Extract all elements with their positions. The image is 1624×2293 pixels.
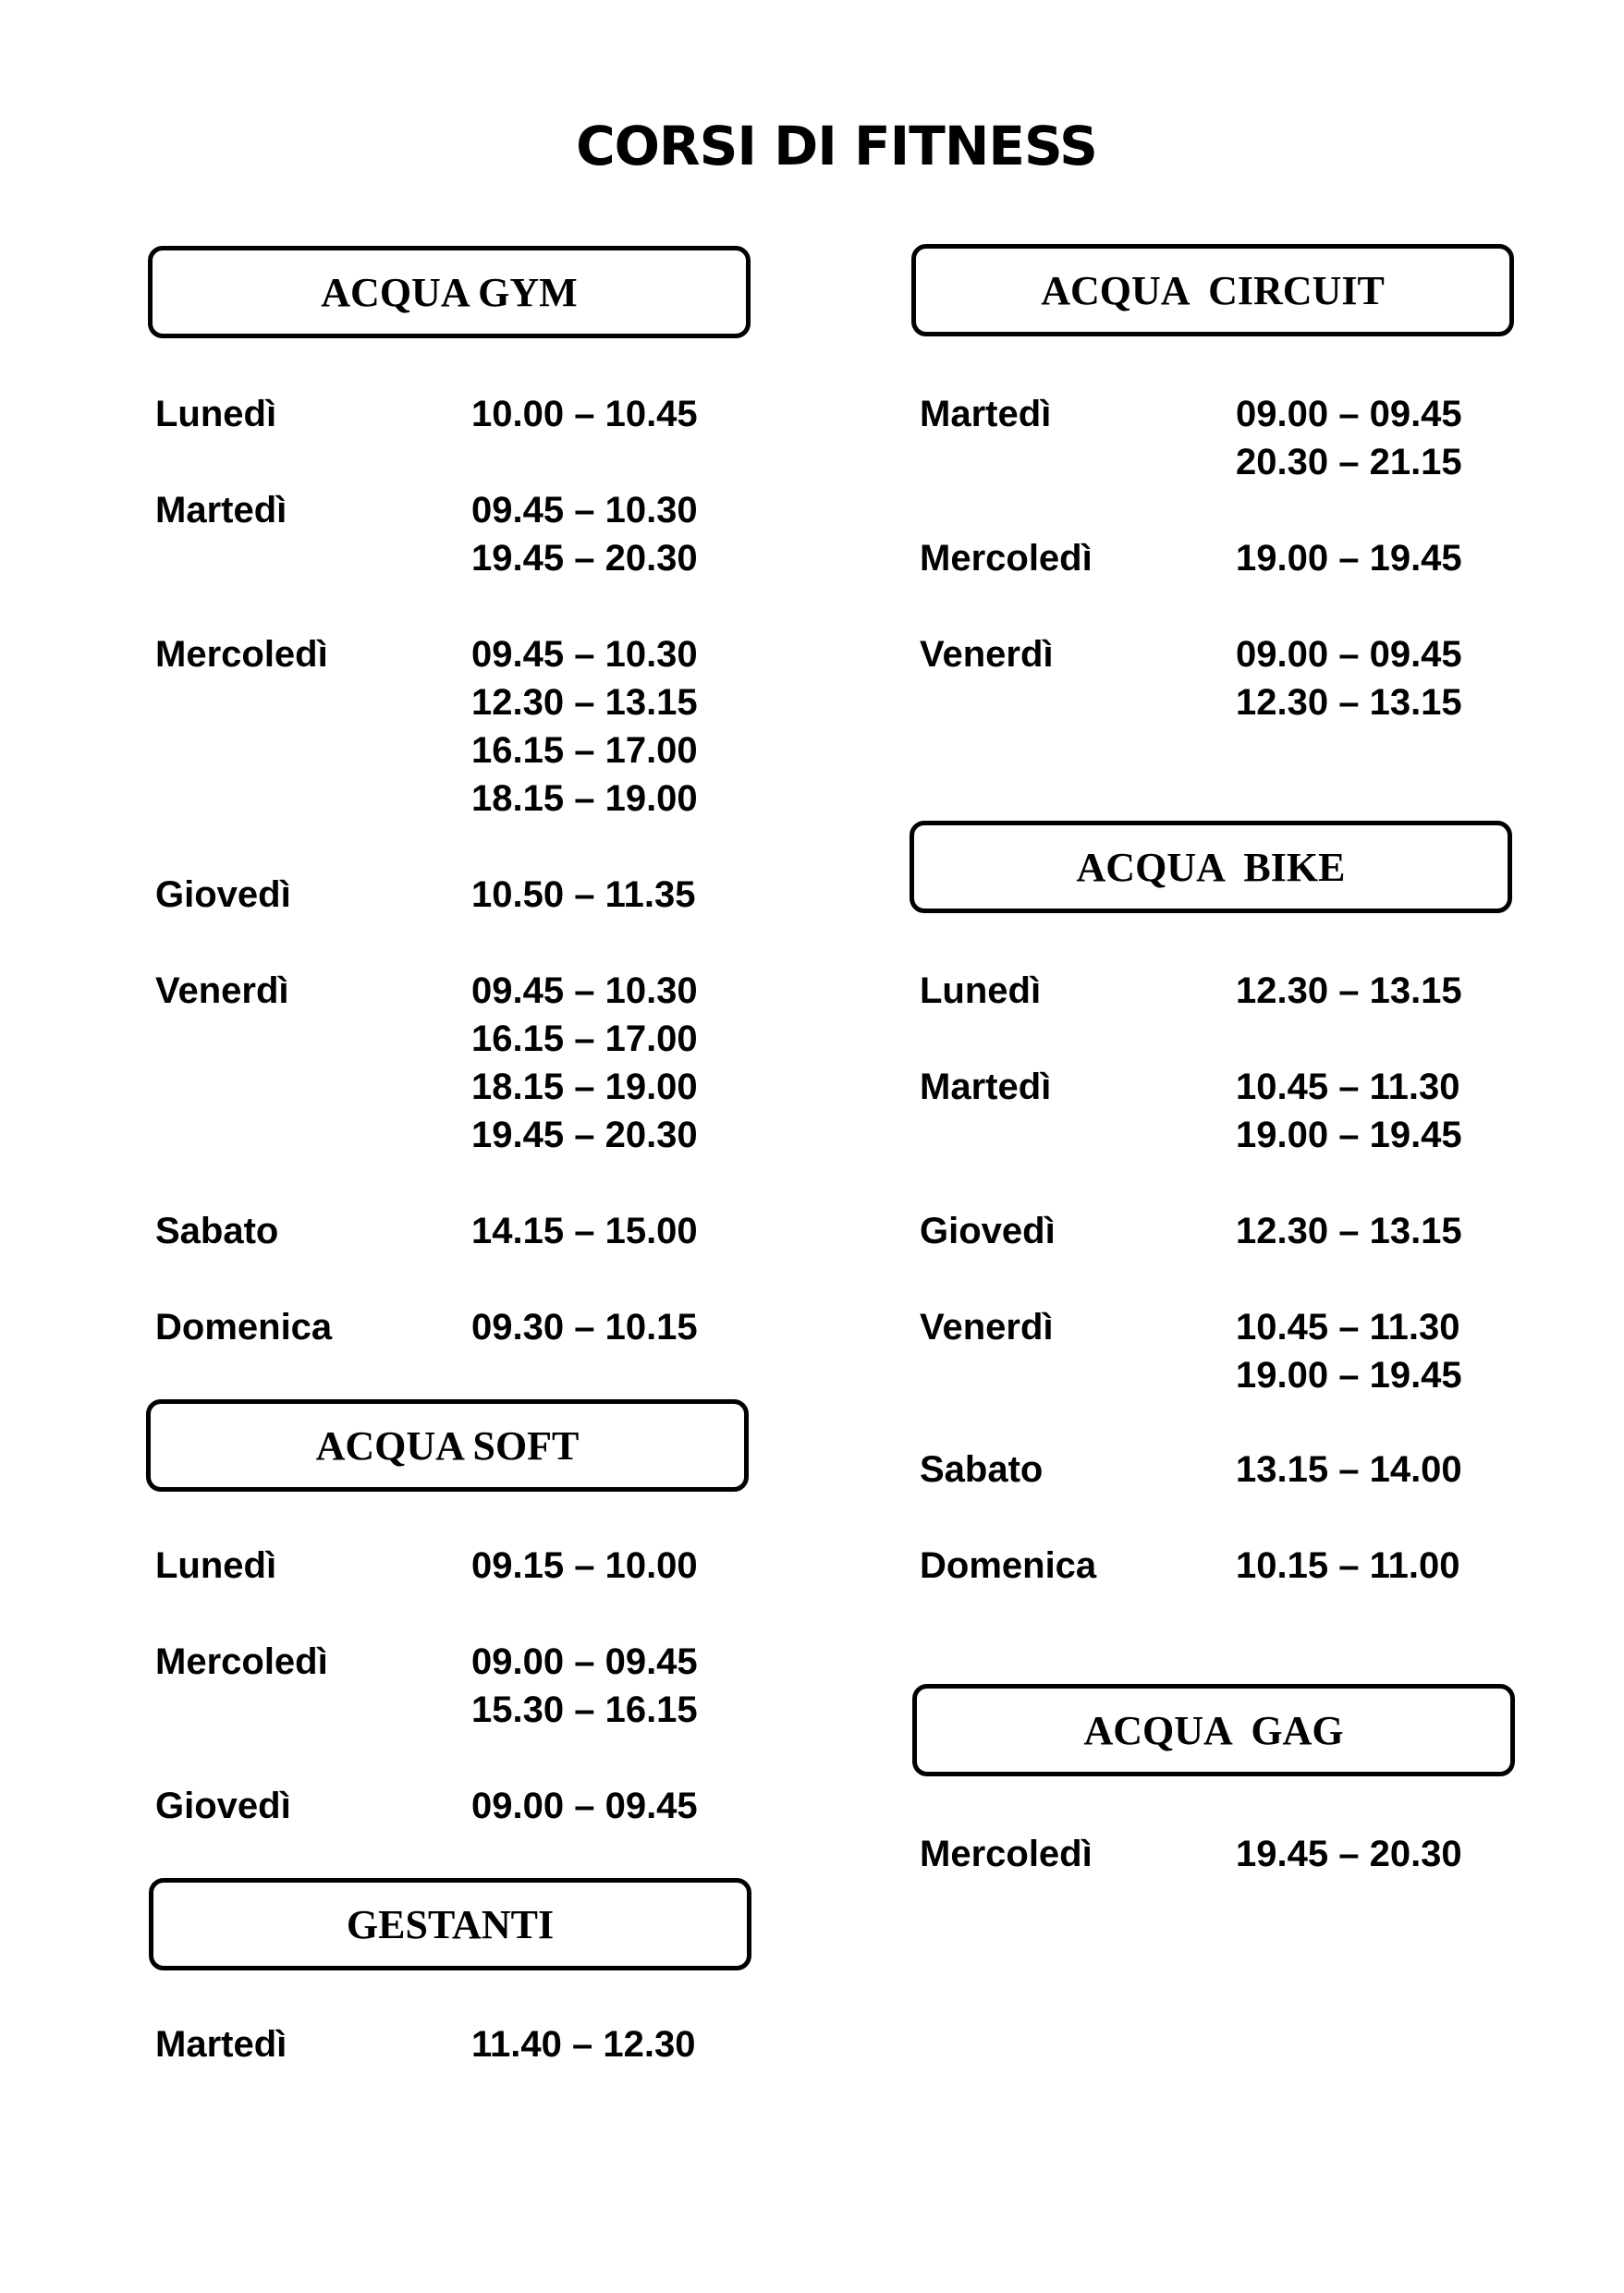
day-label: Venerdì bbox=[920, 1307, 1054, 1348]
time-list bbox=[1236, 534, 1462, 582]
time-slot: 19.45 – 20.30 bbox=[471, 538, 698, 579]
time-slot: 15.30 – 16.15 bbox=[471, 1689, 698, 1730]
day-label: Mercoledì bbox=[920, 1834, 1093, 1874]
time-list bbox=[471, 2020, 695, 2068]
time-slot: 19.00 – 19.45 bbox=[1236, 538, 1462, 579]
day-label: Giovedì bbox=[920, 1211, 1056, 1251]
day-label: Martedì bbox=[155, 490, 287, 531]
time-list bbox=[471, 630, 698, 823]
time-slot: 19.45 – 20.30 bbox=[471, 1115, 698, 1155]
time-slot: 16.15 – 17.00 bbox=[471, 1018, 698, 1059]
time-list bbox=[471, 1207, 698, 1255]
time-list bbox=[471, 1542, 698, 1590]
time-slot: 12.30 – 13.15 bbox=[1236, 1211, 1462, 1251]
day-label: Martedì bbox=[155, 2024, 287, 2065]
time-slot: 16.15 – 17.00 bbox=[471, 730, 698, 771]
time-slot: 10.50 – 11.35 bbox=[471, 874, 696, 915]
time-slot: 09.00 – 09.45 bbox=[1236, 634, 1462, 675]
time-list bbox=[471, 1638, 698, 1734]
time-slot: 09.15 – 10.00 bbox=[471, 1545, 698, 1586]
time-slot: 12.30 – 13.15 bbox=[1236, 970, 1462, 1011]
day-label: Martedì bbox=[920, 1067, 1052, 1107]
time-list bbox=[1236, 1542, 1459, 1590]
time-slot: 12.30 – 13.15 bbox=[1236, 682, 1462, 723]
time-list bbox=[1236, 1830, 1462, 1878]
time-slot: 10.45 – 11.30 bbox=[1236, 1307, 1460, 1348]
day-label: Mercoledì bbox=[155, 634, 328, 675]
time-slot: 10.00 – 10.45 bbox=[471, 394, 698, 434]
course-header-acqua-circuit: ACQUA CIRCUIT bbox=[911, 244, 1514, 336]
day-label: Lunedì bbox=[920, 970, 1042, 1011]
time-slot: 10.45 – 11.30 bbox=[1236, 1067, 1460, 1107]
day-label: Martedì bbox=[920, 394, 1052, 434]
time-slot: 18.15 – 19.00 bbox=[471, 1067, 698, 1107]
time-list bbox=[471, 390, 698, 438]
time-slot: 14.15 – 15.00 bbox=[471, 1211, 698, 1251]
day-label: Venerdì bbox=[155, 970, 289, 1011]
course-header-acqua-gag: ACQUA GAG bbox=[912, 1684, 1515, 1776]
time-list bbox=[1236, 1303, 1462, 1399]
time-list bbox=[1236, 1207, 1462, 1255]
day-label: Domenica bbox=[920, 1545, 1097, 1586]
time-list bbox=[1236, 1063, 1462, 1159]
time-slot: 18.15 – 19.00 bbox=[471, 778, 698, 819]
time-slot: 09.00 – 09.45 bbox=[1236, 394, 1462, 434]
day-label: Domenica bbox=[155, 1307, 333, 1348]
time-list bbox=[471, 486, 698, 582]
day-label: Giovedì bbox=[155, 874, 291, 915]
time-list bbox=[471, 1782, 698, 1830]
day-label: Sabato bbox=[155, 1211, 279, 1251]
time-slot: 20.30 – 21.15 bbox=[1236, 442, 1462, 482]
time-list bbox=[471, 967, 698, 1159]
time-slot: 10.15 – 11.00 bbox=[1236, 1545, 1460, 1586]
time-list bbox=[1236, 630, 1462, 726]
time-list bbox=[471, 1303, 698, 1351]
time-slot: 09.00 – 09.45 bbox=[471, 1786, 698, 1826]
course-header-acqua-soft: ACQUA SOFT bbox=[146, 1399, 749, 1492]
page-title: CORSI DI FITNESS bbox=[576, 115, 1097, 177]
time-slot: 12.30 – 13.15 bbox=[471, 682, 698, 723]
time-list bbox=[1236, 1445, 1462, 1494]
time-slot: 19.00 – 19.45 bbox=[1236, 1355, 1462, 1396]
day-label: Mercoledì bbox=[155, 1641, 328, 1682]
day-label: Mercoledì bbox=[920, 538, 1093, 579]
time-slot: 19.45 – 20.30 bbox=[1236, 1834, 1462, 1874]
day-label: Sabato bbox=[920, 1449, 1044, 1490]
time-slot: 09.30 – 10.15 bbox=[471, 1307, 698, 1348]
day-label: Giovedì bbox=[155, 1786, 291, 1826]
course-header-acqua-gym: ACQUA GYM bbox=[148, 246, 751, 338]
time-list bbox=[1236, 390, 1462, 486]
time-slot: 11.40 – 12.30 bbox=[471, 2024, 696, 2065]
time-list bbox=[471, 871, 695, 919]
day-label: Lunedì bbox=[155, 394, 277, 434]
day-label: Venerdì bbox=[920, 634, 1054, 675]
time-slot: 09.45 – 10.30 bbox=[471, 490, 698, 531]
time-slot: 09.45 – 10.30 bbox=[471, 634, 698, 675]
time-list bbox=[1236, 967, 1462, 1015]
time-slot: 13.15 – 14.00 bbox=[1236, 1449, 1462, 1490]
day-label: Lunedì bbox=[155, 1545, 277, 1586]
time-slot: 19.00 – 19.45 bbox=[1236, 1115, 1462, 1155]
time-slot: 09.00 – 09.45 bbox=[471, 1641, 698, 1682]
time-slot: 09.45 – 10.30 bbox=[471, 970, 698, 1011]
course-header-acqua-bike: ACQUA BIKE bbox=[910, 821, 1512, 913]
course-header-gestanti: GESTANTI bbox=[149, 1878, 751, 1970]
